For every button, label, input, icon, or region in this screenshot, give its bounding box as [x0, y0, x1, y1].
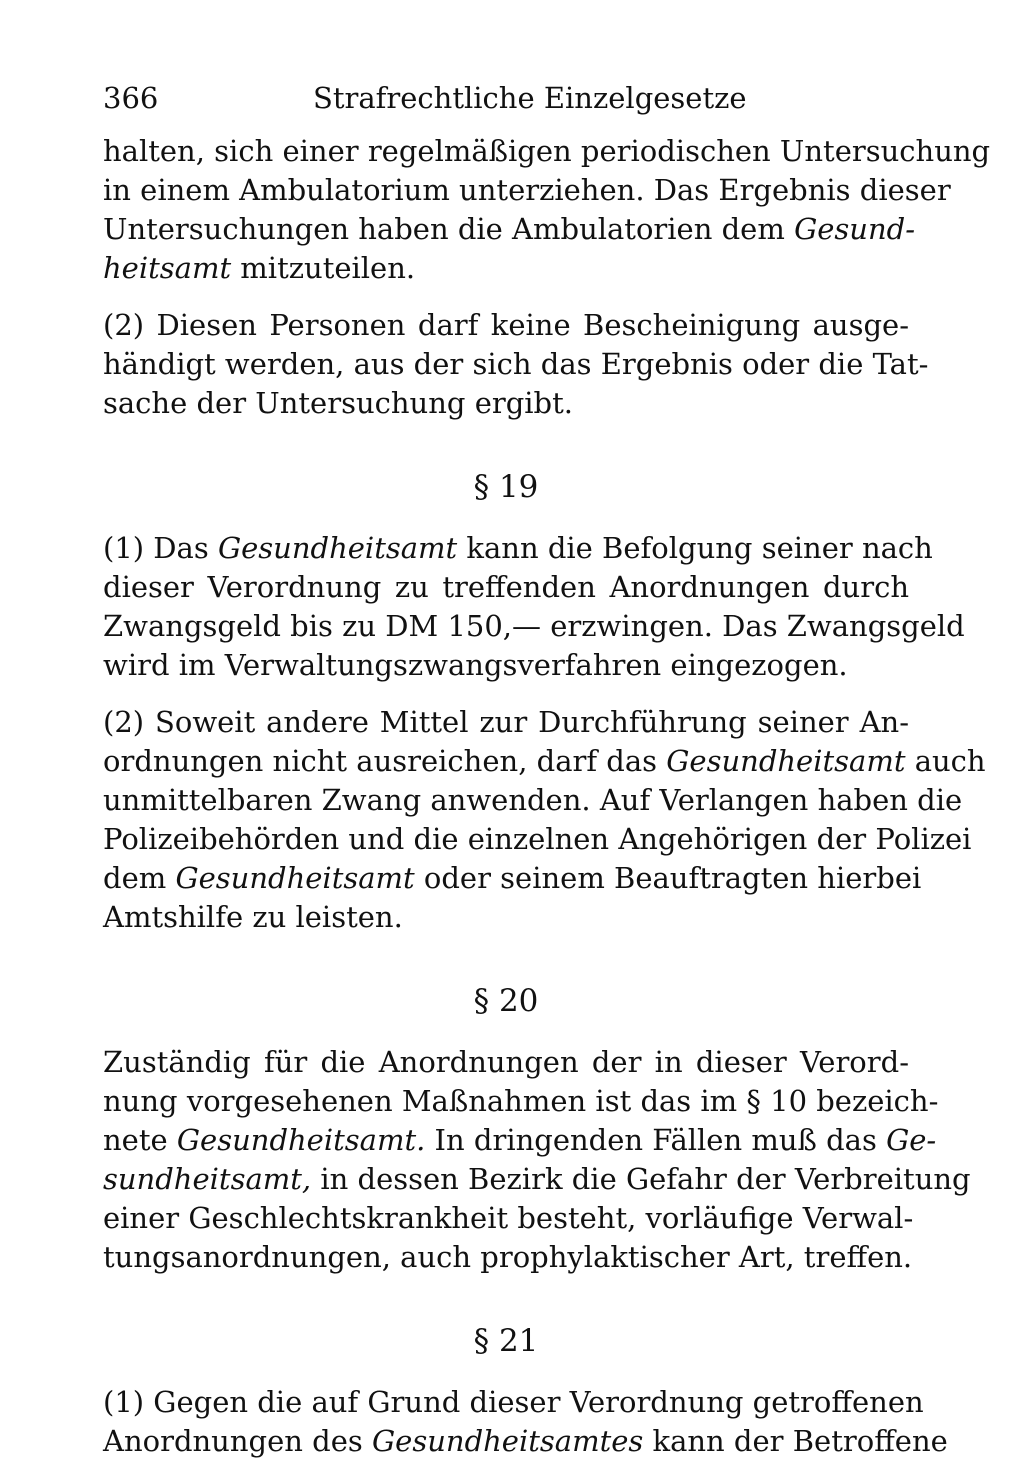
italic-text: Gesundheitsamt [217, 531, 458, 565]
text-run: wird im Verwaltungszwangsverfahren eingezogen. [103, 648, 848, 682]
italic-text: Gesund- [794, 212, 915, 246]
text-run: Untersuchungen haben die Ambulatorien dem [103, 212, 795, 246]
text-run: dieser Verordnung zu treffenden Anordnungen durch [103, 570, 909, 604]
text-line [103, 1238, 913, 1277]
text-run: dem [103, 861, 176, 895]
text-run: in dessen Bezirk die Gefahr der Verbreitung [311, 1162, 971, 1196]
text-run: mitzuteilen. [231, 251, 416, 285]
text-run: nung vorgesehenen Maßnahmen ist das im § 10 bezeich- [103, 1084, 939, 1118]
italic-text: Gesundheitsamt [666, 744, 906, 778]
text-line [103, 1383, 924, 1422]
text-line [103, 820, 972, 859]
text-run: halten, sich einer regelmäßigen periodischen Untersuchung [103, 134, 991, 168]
text-line [103, 384, 909, 423]
text-run: einer Geschlechtskrankheit besteht, vorläufige Verwal- [103, 1201, 914, 1235]
paragraph [103, 1383, 948, 1461]
text-run: (1) Das [103, 531, 218, 565]
text-run: tungsanordnungen, auch prophylaktischer Art, treffen. [103, 1240, 913, 1274]
text-line [103, 859, 922, 898]
page-number: 366 [103, 81, 159, 115]
document-page [103, 78, 991, 1461]
text-line [103, 568, 909, 607]
text-run: sache der Untersuchung ergibt. [103, 386, 573, 420]
text-run: Polizeibehörden und die einzelnen Angehörigen der Polizei [103, 822, 972, 856]
text-run: Zuständig für die Anordnungen der in dieser Verord- [103, 1045, 909, 1079]
running-header [103, 78, 909, 122]
text-line [103, 171, 951, 210]
text-run: händigt werden, aus der sich das Ergebnis oder die Tat- [103, 347, 929, 381]
text-run: in einem Ambulatorium unterziehen. Das Ergebnis dieser [103, 173, 951, 207]
text-line [103, 249, 909, 288]
text-run: unmittelbaren Zwang anwenden. Auf Verlangen haben die [103, 783, 963, 817]
running-title: Strafrechtliche Einzelgesetze [313, 81, 747, 115]
section-spacer [103, 1277, 909, 1321]
text-run: kann die Befolgung seiner nach [457, 531, 933, 565]
section-heading: § 20 [473, 983, 539, 1019]
text-run: kann der Betroffene [643, 1424, 948, 1458]
text-line [103, 1160, 971, 1199]
text-run: nete [103, 1123, 177, 1157]
paragraph-spacer [103, 288, 909, 306]
text-line [103, 529, 933, 568]
text-line [103, 1082, 939, 1121]
italic-text: Gesundheitsamt. [176, 1123, 426, 1157]
text-run: oder seinem Beauftragten hierbei [414, 861, 922, 895]
document-body [103, 132, 991, 1461]
text-line [103, 1422, 948, 1461]
paragraph [103, 306, 929, 423]
italic-text: Gesundheitsamt [175, 861, 415, 895]
section-heading: § 21 [473, 1323, 539, 1359]
text-run: (2) Diesen Personen darf keine Bescheinigung ausge- [103, 308, 909, 342]
text-run: Amtshilfe zu leisten. [103, 900, 403, 934]
italic-text: heitsamt [103, 251, 232, 285]
text-run: (2) Soweit andere Mittel zur Durchführung seiner An- [103, 705, 909, 739]
italic-text: sundheitsamt, [103, 1162, 312, 1196]
text-line [103, 306, 909, 345]
text-run: Zwangsgeld bis zu DM 150,— erzwingen. Das Zwangsgeld [103, 609, 965, 643]
italic-text: Gesundheitsamtes [372, 1424, 644, 1458]
text-line [103, 742, 986, 781]
text-line [103, 646, 909, 685]
italic-text: Ge- [886, 1123, 937, 1157]
text-line [103, 132, 991, 171]
paragraph [103, 703, 986, 937]
text-run: ordnungen nicht ausreichen, darf das [103, 744, 667, 778]
paragraph [103, 132, 991, 288]
text-line [103, 1121, 937, 1160]
text-line [103, 1199, 914, 1238]
paragraph-spacer [103, 685, 909, 703]
text-run: (1) Gegen die auf Grund dieser Verordnung getroffenen [103, 1385, 924, 1419]
text-line [103, 210, 915, 249]
text-line [103, 898, 909, 937]
section-heading: § 19 [473, 469, 539, 505]
text-run: In dringenden Fällen muß das [425, 1123, 887, 1157]
paragraph [103, 1043, 971, 1277]
text-run: Anordnungen des [103, 1424, 372, 1458]
text-run: auch [905, 744, 986, 778]
section-spacer [103, 423, 909, 467]
paragraph [103, 529, 965, 685]
text-line [103, 781, 963, 820]
text-line [103, 1043, 909, 1082]
section-spacer [103, 937, 909, 981]
text-line [103, 703, 909, 742]
text-line [103, 345, 929, 384]
text-line [103, 607, 965, 646]
